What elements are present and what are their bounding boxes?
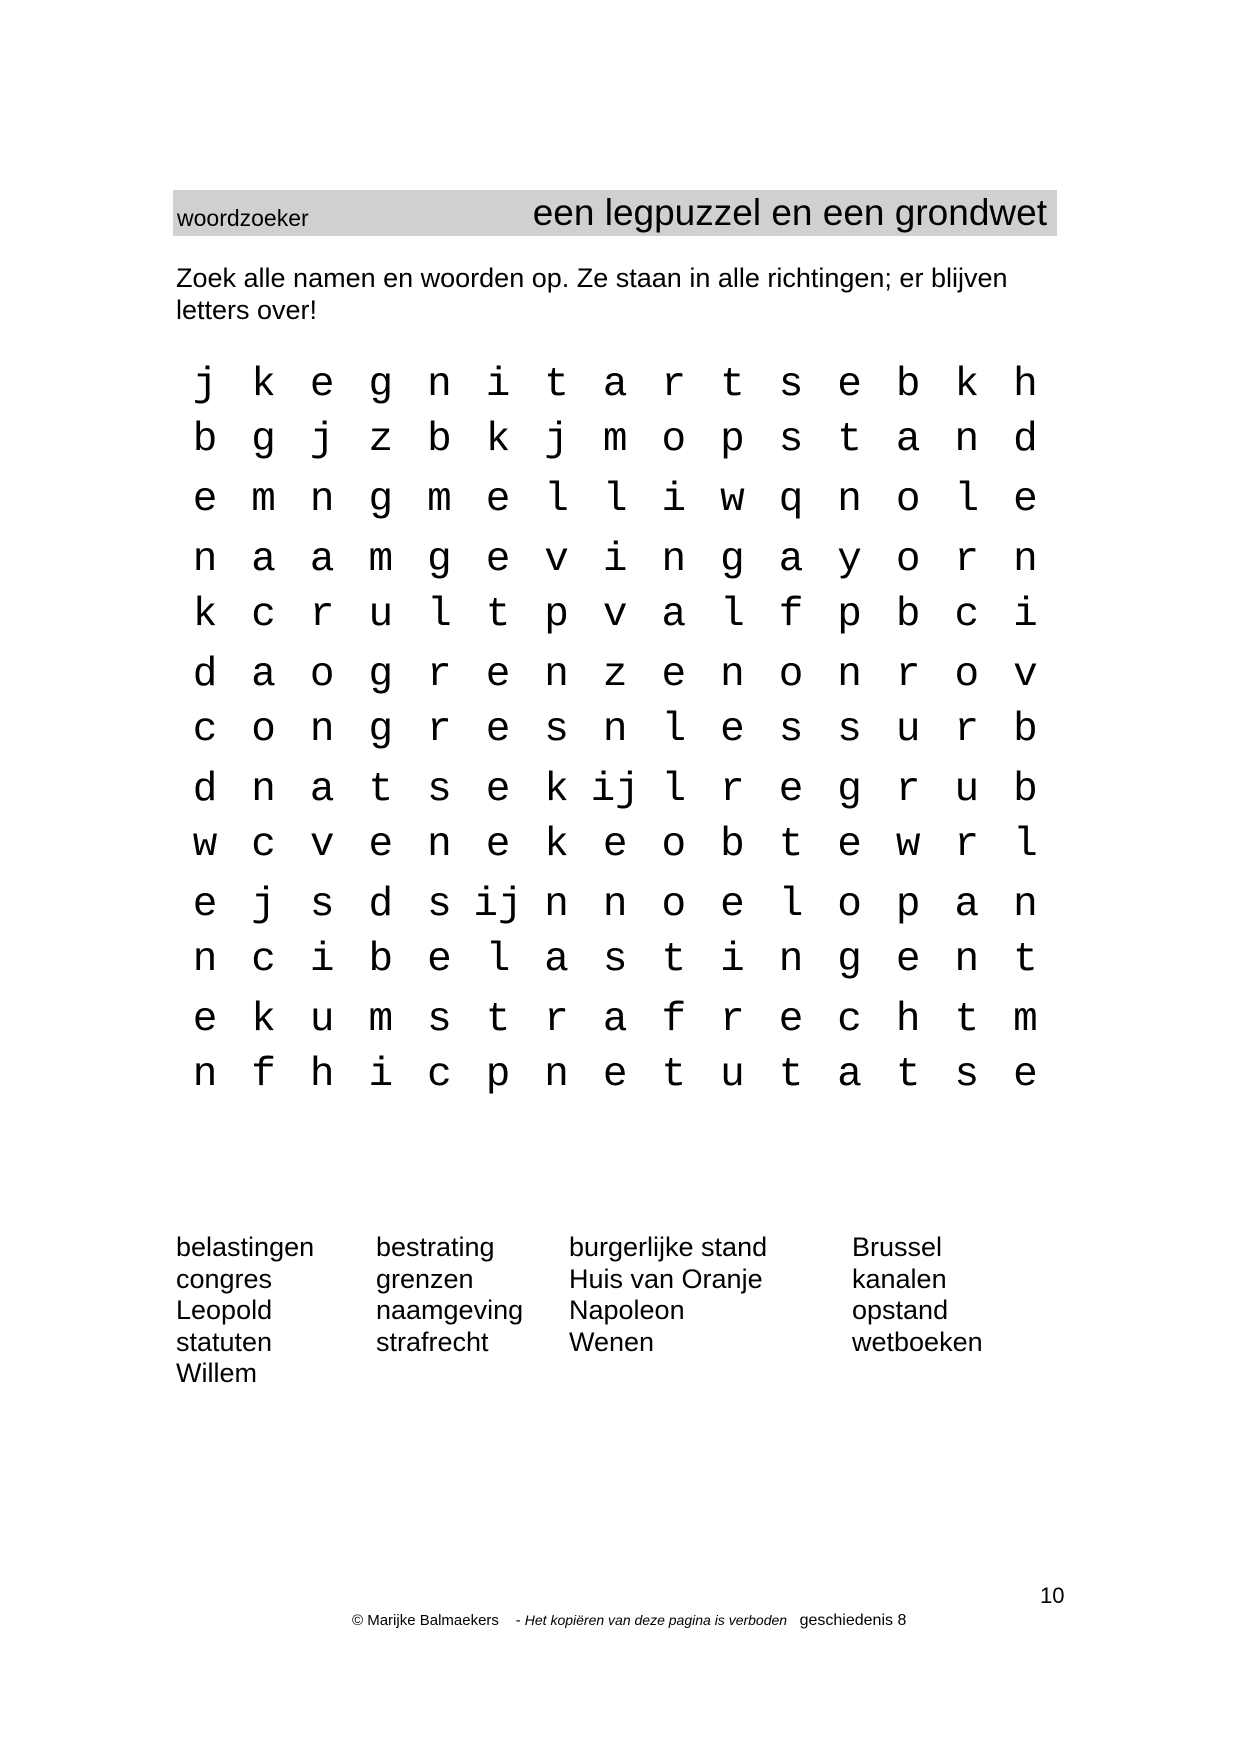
grid-cell[interactable]: c: [192, 707, 218, 753]
grid-cell[interactable]: n: [309, 477, 335, 523]
footer: [352, 1612, 906, 1630]
grid-cell[interactable]: n: [427, 362, 452, 408]
grid-cell[interactable]: h: [1013, 362, 1038, 408]
grid-cell[interactable]: n: [661, 537, 687, 583]
grid-cell[interactable]: j: [251, 882, 276, 928]
grid-row: [176, 760, 1056, 820]
grid-cell[interactable]: d: [192, 767, 218, 813]
grid-cell[interactable]: s: [778, 362, 804, 408]
grid-cell[interactable]: i: [720, 937, 745, 983]
word-list-item: strafrecht: [376, 1326, 489, 1357]
grid-cell[interactable]: e: [309, 362, 335, 408]
grid-cell[interactable]: s: [544, 707, 569, 753]
word-list-item: grenzen: [376, 1263, 474, 1294]
grid-cell[interactable]: m: [602, 417, 628, 463]
grid-cell[interactable]: w: [895, 822, 921, 868]
grid-cell[interactable]: i: [1013, 592, 1038, 638]
grid-cell[interactable]: e: [837, 362, 862, 408]
grid-cell[interactable]: a: [602, 997, 628, 1043]
grid-cell[interactable]: h: [309, 1052, 335, 1098]
word-list-column: [852, 1232, 983, 1358]
grid-cell[interactable]: p: [720, 417, 745, 463]
grid-cell[interactable]: y: [837, 537, 862, 583]
grid-cell[interactable]: k: [485, 417, 511, 463]
grid-cell[interactable]: g: [368, 652, 394, 698]
copyright-text: © Marijke Balmaekers: [352, 1612, 499, 1629]
grid-cell[interactable]: g: [720, 537, 745, 583]
grid-row: [176, 645, 1056, 705]
grid-cell[interactable]: a: [661, 592, 687, 638]
grid-cell[interactable]: g: [837, 767, 862, 813]
grid-cell[interactable]: n: [1013, 537, 1038, 583]
grid-cell[interactable]: n: [720, 652, 745, 698]
grid-cell[interactable]: a: [837, 1052, 862, 1098]
grid-cell[interactable]: n: [192, 537, 218, 583]
grid-row: [176, 700, 1056, 760]
grid-cell[interactable]: v: [544, 537, 569, 583]
grid-cell[interactable]: m: [368, 537, 394, 583]
grid-cell[interactable]: s: [778, 417, 804, 463]
grid-cell[interactable]: b: [1013, 707, 1038, 753]
word-list-item: Brussel: [852, 1232, 943, 1262]
grid-cell[interactable]: ij: [473, 882, 523, 928]
grid-cell[interactable]: c: [251, 937, 276, 983]
grid-cell[interactable]: i: [485, 362, 511, 408]
grid-cell[interactable]: n: [427, 822, 452, 868]
grid-cell[interactable]: r: [954, 822, 980, 868]
grid-cell[interactable]: p: [485, 1052, 511, 1098]
grid-cell[interactable]: i: [661, 477, 687, 523]
word-list-item: belastingen: [176, 1232, 315, 1262]
grid-cell[interactable]: n: [192, 937, 218, 983]
grid-cell[interactable]: o: [661, 822, 687, 868]
grid-cell[interactable]: z: [602, 652, 628, 698]
grid-cell[interactable]: e: [602, 1052, 628, 1098]
grid-cell[interactable]: g: [368, 477, 394, 523]
grid-cell[interactable]: d: [368, 882, 394, 928]
grid-cell[interactable]: z: [368, 417, 394, 463]
subject-label: geschiedenis 8: [799, 1612, 907, 1629]
grid-cell[interactable]: n: [309, 707, 335, 753]
grid-cell[interactable]: n: [251, 767, 276, 813]
grid-cell[interactable]: k: [192, 592, 218, 638]
worksheet-type-label: woordzoeker: [177, 205, 309, 231]
grid-cell[interactable]: s: [427, 882, 452, 928]
grid-cell[interactable]: k: [954, 362, 980, 408]
grid-cell[interactable]: r: [720, 997, 745, 1043]
grid-cell[interactable]: r: [544, 997, 569, 1043]
word-list-item: kanalen: [852, 1263, 947, 1294]
header-bar: [173, 190, 1057, 236]
grid-cell[interactable]: q: [778, 477, 804, 523]
grid-cell[interactable]: g: [251, 417, 276, 463]
grid-cell[interactable]: t: [778, 1052, 804, 1098]
grid-row: [176, 410, 1056, 470]
grid-cell[interactable]: i: [602, 537, 628, 583]
grid-cell[interactable]: m: [368, 997, 394, 1043]
grid-cell[interactable]: e: [368, 822, 394, 868]
grid-cell[interactable]: o: [954, 652, 980, 698]
grid-cell[interactable]: b: [720, 822, 745, 868]
grid-cell[interactable]: u: [720, 1052, 745, 1098]
grid-cell[interactable]: s: [837, 707, 862, 753]
grid-cell[interactable]: n: [837, 652, 862, 698]
grid-cell[interactable]: r: [895, 767, 921, 813]
grid-cell[interactable]: n: [778, 937, 804, 983]
grid-cell[interactable]: p: [837, 592, 862, 638]
grid-cell[interactable]: g: [837, 937, 862, 983]
grid-cell[interactable]: j: [192, 362, 218, 408]
grid-cell[interactable]: l: [720, 592, 745, 638]
grid-cell[interactable]: n: [1013, 882, 1038, 928]
grid-cell[interactable]: i: [309, 937, 335, 983]
grid-cell[interactable]: e: [602, 822, 628, 868]
grid-cell[interactable]: a: [954, 882, 980, 928]
grid-cell[interactable]: g: [368, 362, 394, 408]
grid-cell[interactable]: e: [661, 652, 687, 698]
grid-cell[interactable]: c: [954, 592, 980, 638]
grid-cell[interactable]: t: [368, 767, 394, 813]
grid-cell[interactable]: t: [485, 592, 511, 638]
grid-cell[interactable]: l: [661, 767, 687, 813]
grid-cell[interactable]: e: [778, 767, 804, 813]
grid-cell[interactable]: b: [1013, 767, 1038, 813]
grid-cell[interactable]: r: [427, 707, 452, 753]
grid-cell[interactable]: n: [544, 1052, 569, 1098]
grid-cell[interactable]: e: [485, 707, 511, 753]
grid-cell[interactable]: k: [544, 822, 569, 868]
grid-cell[interactable]: b: [192, 417, 218, 463]
grid-cell[interactable]: m: [251, 477, 276, 523]
grid-cell[interactable]: e: [720, 882, 745, 928]
grid-cell[interactable]: b: [427, 417, 452, 463]
grid-cell[interactable]: w: [720, 477, 745, 523]
grid-cell[interactable]: a: [251, 652, 276, 698]
word-list-item: wetboeken: [852, 1326, 983, 1357]
grid-cell[interactable]: k: [251, 362, 276, 408]
grid-cell[interactable]: e: [427, 937, 452, 983]
grid-cell[interactable]: s: [602, 937, 628, 983]
grid-row: [176, 875, 1056, 935]
grid-cell[interactable]: n: [837, 477, 862, 523]
grid-cell[interactable]: d: [1013, 417, 1038, 463]
grid-cell[interactable]: r: [427, 652, 452, 698]
grid-cell[interactable]: o: [895, 537, 921, 583]
grid-cell[interactable]: o: [895, 477, 921, 523]
word-list-column: [376, 1232, 523, 1358]
grid-cell[interactable]: o: [837, 882, 862, 928]
grid-cell[interactable]: u: [954, 767, 980, 813]
grid-cell[interactable]: b: [895, 592, 921, 638]
grid-cell[interactable]: t: [778, 822, 804, 868]
grid-cell[interactable]: e: [1013, 1052, 1038, 1098]
word-list-item: burgerlijke stand: [569, 1232, 768, 1262]
grid-cell[interactable]: f: [251, 1052, 276, 1098]
grid-cell[interactable]: n: [544, 882, 569, 928]
grid-cell[interactable]: m: [1013, 997, 1038, 1043]
grid-cell[interactable]: e: [485, 822, 511, 868]
word-list-item: Huis van Oranje: [569, 1263, 763, 1294]
word-list-item: congres: [176, 1263, 273, 1294]
grid-cell[interactable]: a: [544, 937, 569, 983]
grid-cell[interactable]: e: [192, 882, 218, 928]
grid-cell[interactable]: t: [720, 362, 745, 408]
grid-cell[interactable]: t: [837, 417, 862, 463]
word-search-grid: [176, 355, 1056, 1175]
grid-cell[interactable]: c: [251, 592, 276, 638]
grid-cell[interactable]: l: [954, 477, 980, 523]
grid-cell[interactable]: t: [895, 1052, 921, 1098]
grid-cell[interactable]: d: [192, 652, 218, 698]
word-list-item: Napoleon: [569, 1295, 685, 1325]
grid-cell[interactable]: n: [544, 652, 569, 698]
word-list-item: Willem: [176, 1358, 257, 1388]
grid-cell[interactable]: a: [309, 537, 335, 583]
grid-cell[interactable]: t: [544, 362, 569, 408]
grid-cell[interactable]: i: [368, 1052, 394, 1098]
word-list-item: statuten: [176, 1326, 273, 1357]
grid-cell[interactable]: o: [661, 882, 687, 928]
word-list-item: Wenen: [569, 1326, 655, 1357]
grid-cell[interactable]: n: [954, 417, 980, 463]
grid-cell[interactable]: o: [309, 652, 335, 698]
grid-cell[interactable]: p: [895, 882, 921, 928]
grid-cell[interactable]: p: [544, 592, 569, 638]
grid-cell[interactable]: l: [427, 592, 452, 638]
grid-cell[interactable]: r: [309, 592, 335, 638]
grid-cell[interactable]: t: [1013, 937, 1038, 983]
grid-cell[interactable]: h: [895, 997, 921, 1043]
grid-cell[interactable]: k: [544, 767, 569, 813]
grid-cell[interactable]: e: [485, 652, 511, 698]
word-list-item: naamgeving: [376, 1295, 524, 1325]
grid-cell[interactable]: t: [661, 1052, 687, 1098]
grid-cell[interactable]: l: [485, 937, 511, 983]
grid-cell[interactable]: b: [895, 362, 921, 408]
grid-cell[interactable]: a: [309, 767, 335, 813]
footer-separator: -: [515, 1612, 521, 1629]
grid-cell[interactable]: l: [544, 477, 569, 523]
grid-cell[interactable]: n: [602, 882, 628, 928]
grid-cell[interactable]: a: [778, 537, 804, 583]
grid-row: [176, 930, 1056, 990]
grid-cell[interactable]: t: [485, 997, 511, 1043]
word-list-item: opstand: [852, 1295, 949, 1325]
grid-cell[interactable]: e: [485, 767, 511, 813]
grid-row: [176, 990, 1056, 1050]
grid-cell[interactable]: v: [1013, 652, 1038, 698]
grid-cell[interactable]: n: [192, 1052, 218, 1098]
grid-row: [176, 530, 1056, 590]
grid-cell[interactable]: w: [192, 822, 218, 868]
word-list-item: Leopold: [176, 1295, 273, 1325]
grid-cell[interactable]: ij: [590, 767, 640, 813]
grid-cell[interactable]: e: [485, 537, 511, 583]
grid-cell[interactable]: l: [602, 477, 628, 523]
grid-cell[interactable]: t: [661, 937, 687, 983]
grid-cell[interactable]: e: [192, 477, 218, 523]
grid-cell[interactable]: f: [661, 997, 687, 1043]
grid-row: [176, 1045, 1056, 1105]
worksheet-title: een legpuzzel en een grondwet: [532, 192, 1047, 233]
grid-cell[interactable]: f: [778, 592, 804, 638]
grid-cell[interactable]: e: [778, 997, 804, 1043]
grid-cell[interactable]: a: [602, 362, 628, 408]
grid-cell[interactable]: l: [661, 707, 687, 753]
grid-cell[interactable]: g: [427, 537, 452, 583]
grid-cell[interactable]: e: [720, 707, 745, 753]
grid-cell[interactable]: e: [895, 937, 921, 983]
grid-row: [176, 815, 1056, 875]
grid-cell[interactable]: u: [309, 997, 335, 1043]
grid-cell[interactable]: l: [1013, 822, 1038, 868]
grid-cell[interactable]: t: [954, 997, 980, 1043]
word-list-column: [569, 1232, 767, 1358]
grid-cell[interactable]: c: [837, 997, 862, 1043]
grid-cell[interactable]: g: [368, 707, 394, 753]
grid-cell[interactable]: a: [895, 417, 921, 463]
grid-cell[interactable]: r: [661, 362, 687, 408]
grid-cell[interactable]: r: [954, 537, 980, 583]
grid-cell[interactable]: o: [251, 707, 276, 753]
word-list-column: [176, 1232, 314, 1390]
grid-cell[interactable]: e: [485, 477, 511, 523]
grid-row: [176, 585, 1056, 645]
copy-notice: Het kopiëren van deze pagina is verboden: [524, 1612, 788, 1628]
grid-cell[interactable]: b: [368, 937, 394, 983]
grid-cell[interactable]: e: [1013, 477, 1038, 523]
grid-cell[interactable]: j: [544, 417, 569, 463]
grid-row: [176, 355, 1056, 415]
grid-cell[interactable]: s: [427, 997, 452, 1043]
grid-cell[interactable]: r: [895, 652, 921, 698]
grid-cell[interactable]: k: [251, 997, 276, 1043]
grid-cell[interactable]: v: [309, 822, 335, 868]
grid-cell[interactable]: j: [309, 417, 335, 463]
grid-cell[interactable]: e: [837, 822, 862, 868]
grid-cell[interactable]: s: [954, 1052, 980, 1098]
grid-cell[interactable]: n: [954, 937, 980, 983]
grid-cell[interactable]: c: [427, 1052, 452, 1098]
grid-cell[interactable]: s: [309, 882, 335, 928]
grid-cell[interactable]: v: [602, 592, 628, 638]
grid-cell[interactable]: r: [954, 707, 980, 753]
grid-cell[interactable]: u: [895, 707, 921, 753]
word-list: [176, 1232, 1056, 1392]
grid-cell[interactable]: a: [251, 537, 276, 583]
grid-cell[interactable]: o: [778, 652, 804, 698]
grid-cell[interactable]: o: [661, 417, 687, 463]
grid-cell[interactable]: e: [192, 997, 218, 1043]
grid-cell[interactable]: n: [602, 707, 628, 753]
instructions-text: Zoek alle namen en woorden op. Ze staan in alle richtingen; er blijven letters over!: [176, 263, 1008, 325]
grid-cell[interactable]: s: [778, 707, 804, 753]
grid-cell[interactable]: l: [778, 882, 804, 928]
grid-cell[interactable]: u: [368, 592, 394, 638]
page-number: 10: [1040, 1583, 1065, 1608]
grid-cell[interactable]: s: [427, 767, 452, 813]
grid-cell[interactable]: r: [720, 767, 745, 813]
grid-row: [176, 470, 1056, 530]
grid-cell[interactable]: c: [251, 822, 276, 868]
word-list-item: bestrating: [376, 1232, 495, 1262]
grid-cell[interactable]: m: [427, 477, 452, 523]
